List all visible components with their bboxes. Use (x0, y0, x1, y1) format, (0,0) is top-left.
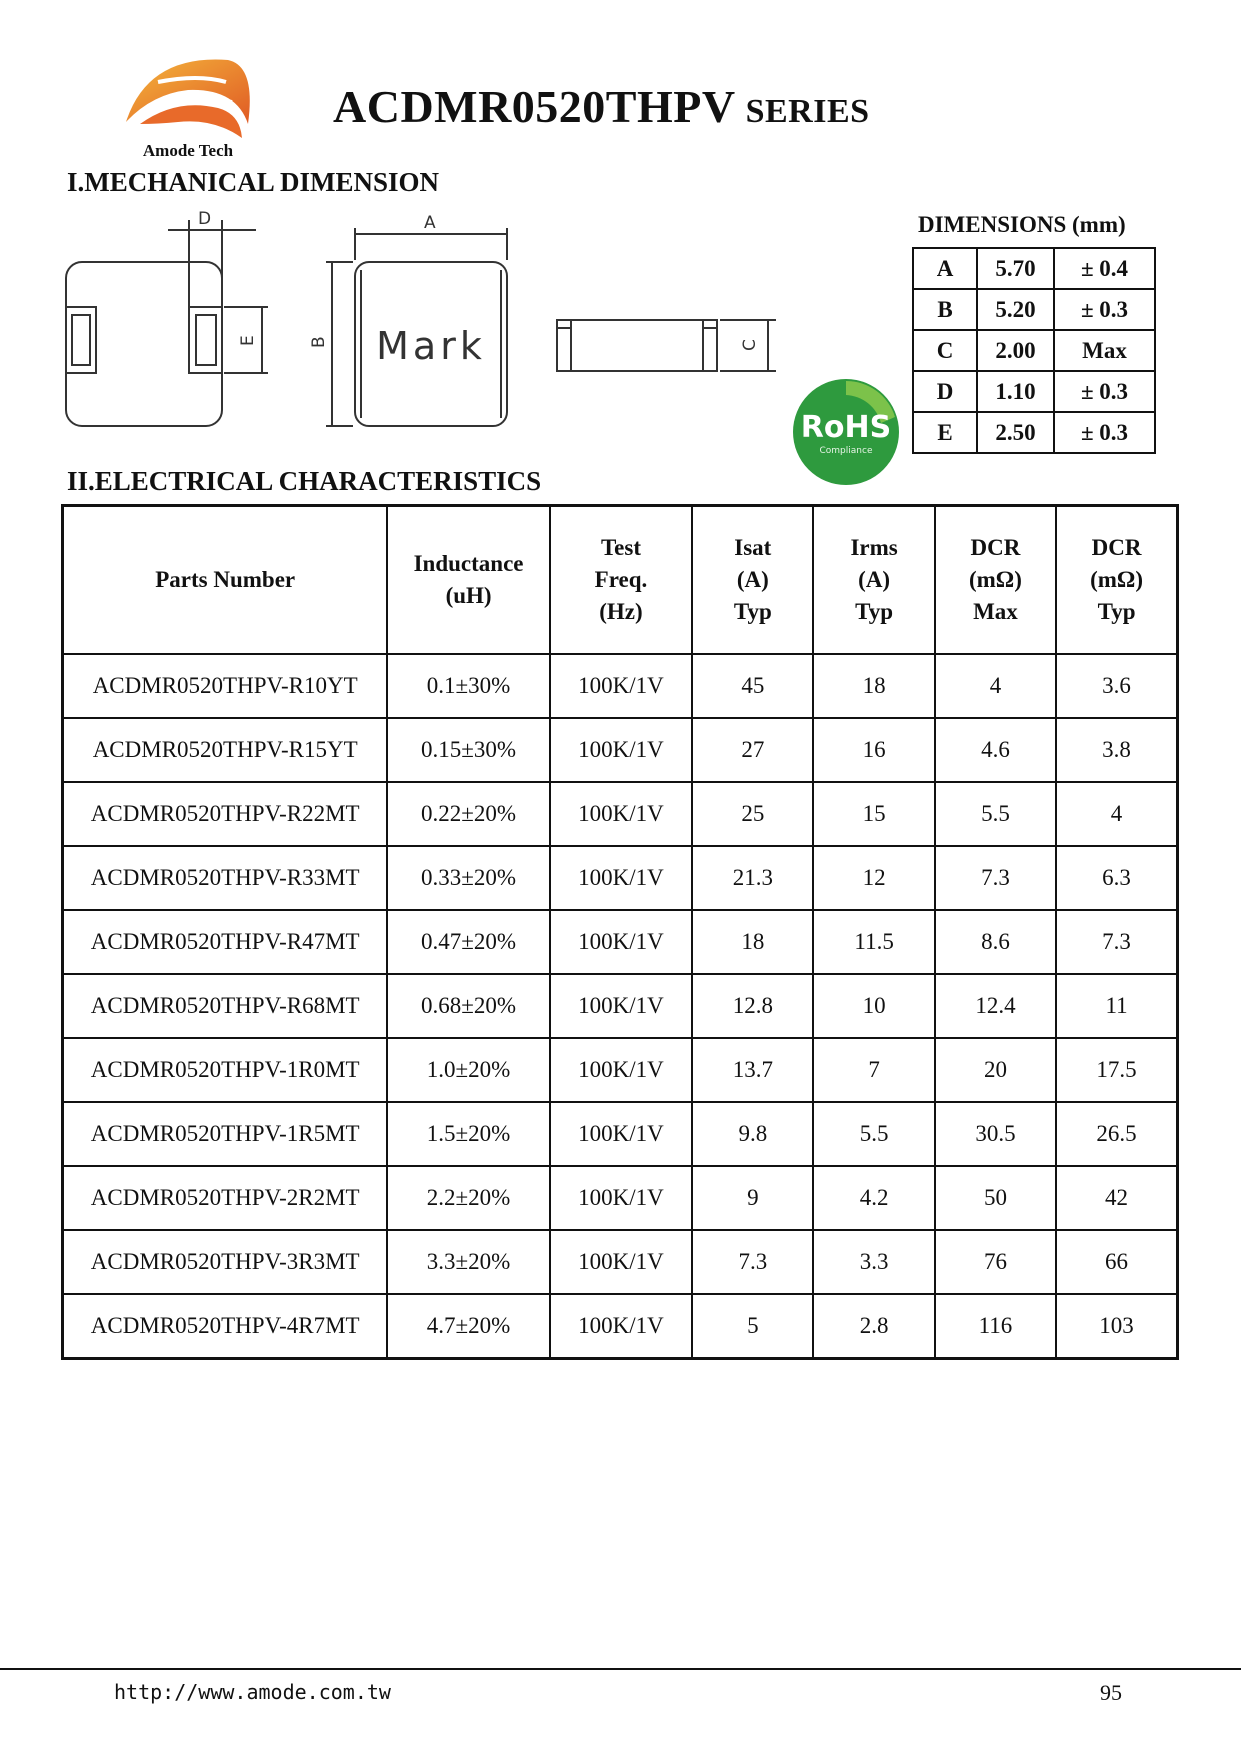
dcr-typ-cell: 3.6 (1056, 654, 1177, 718)
table-header-row (63, 506, 1178, 655)
isat-cell: 18 (692, 910, 813, 974)
irms-cell: 2.8 (813, 1294, 934, 1359)
page-title (333, 80, 870, 133)
mark-text: Mark (376, 324, 486, 368)
bottom-view-pad-right (189, 307, 222, 373)
dimension-label: B (913, 289, 977, 330)
irms-cell: 4.2 (813, 1166, 934, 1230)
inductance-cell: 3.3±20% (387, 1230, 549, 1294)
footer-url: http://www.amode.com.tw (114, 1680, 391, 1704)
column-header (63, 506, 388, 655)
test-freq-cell: 100K/1V (550, 910, 692, 974)
table-row (63, 1038, 1178, 1102)
series-model: ACDMR0520THPV (333, 81, 736, 132)
dim-label-d: D (198, 210, 212, 229)
column-header (387, 506, 549, 655)
inductance-cell: 0.33±20% (387, 846, 549, 910)
dimension-value: 2.50 (977, 412, 1054, 453)
logo-text: Amode Tech (142, 141, 234, 160)
dcr-typ-cell: 4 (1056, 782, 1177, 846)
dcr-max-cell: 116 (935, 1294, 1056, 1359)
dcr-max-cell: 20 (935, 1038, 1056, 1102)
dcr-max-cell: 50 (935, 1166, 1056, 1230)
part-number-cell: ACDMR0520THPV-R68MT (63, 974, 388, 1038)
column-header-line: Typ (855, 599, 894, 624)
test-freq-cell: 100K/1V (550, 1038, 692, 1102)
dimension-value: 1.10 (977, 371, 1054, 412)
column-header-line: Parts Number (155, 567, 296, 592)
part-number-cell: ACDMR0520THPV-1R5MT (63, 1102, 388, 1166)
series-label: SERIES (745, 93, 870, 130)
isat-cell: 25 (692, 782, 813, 846)
isat-cell: 5 (692, 1294, 813, 1359)
inductance-cell: 2.2±20% (387, 1166, 549, 1230)
dcr-max-cell: 7.3 (935, 846, 1056, 910)
dimension-label: E (913, 412, 977, 453)
inductance-cell: 0.47±20% (387, 910, 549, 974)
electrical-heading: II.ELECTRICAL CHARACTERISTICS (67, 466, 542, 496)
dcr-typ-cell: 17.5 (1056, 1038, 1177, 1102)
page-number: 95 (1100, 1680, 1122, 1705)
dimension-row (913, 371, 1155, 412)
test-freq-cell: 100K/1V (550, 782, 692, 846)
bottom-view-pad-right-inner (196, 315, 216, 365)
dimension-tolerance: Max (1054, 330, 1155, 371)
test-freq-cell: 100K/1V (550, 654, 692, 718)
test-freq-cell: 100K/1V (550, 846, 692, 910)
dimension-value: 5.70 (977, 248, 1054, 289)
table-row (63, 1102, 1178, 1166)
irms-cell: 10 (813, 974, 934, 1038)
part-number-cell: ACDMR0520THPV-R10YT (63, 654, 388, 718)
rohs-sublabel: Compliance (819, 446, 873, 456)
isat-cell: 12.8 (692, 974, 813, 1038)
column-header (1056, 506, 1177, 655)
inductance-cell: 0.22±20% (387, 782, 549, 846)
dimension-label: A (913, 248, 977, 289)
irms-cell: 3.3 (813, 1230, 934, 1294)
part-number-cell: ACDMR0520THPV-4R7MT (63, 1294, 388, 1359)
table-row (63, 718, 1178, 782)
test-freq-cell: 100K/1V (550, 1230, 692, 1294)
inductance-cell: 1.0±20% (387, 1038, 549, 1102)
irms-cell: 16 (813, 718, 934, 782)
isat-cell: 27 (692, 718, 813, 782)
column-header-line: DCR (1091, 535, 1142, 560)
dimension-label: C (913, 330, 977, 371)
dimension-row (913, 248, 1155, 289)
irms-cell: 7 (813, 1038, 934, 1102)
test-freq-cell: 100K/1V (550, 1294, 692, 1359)
column-header-line: Irms (850, 535, 898, 560)
irms-cell: 15 (813, 782, 934, 846)
dim-label-a: A (424, 213, 436, 233)
bottom-view-pad-left (66, 307, 96, 373)
column-header-line: Freq. (594, 567, 648, 592)
table-row (63, 846, 1178, 910)
isat-cell: 9.8 (692, 1102, 813, 1166)
dim-label-e: E (238, 335, 258, 346)
dimensions-table (912, 247, 1156, 454)
dcr-max-cell: 5.5 (935, 782, 1056, 846)
part-number-cell: ACDMR0520THPV-R22MT (63, 782, 388, 846)
inductance-cell: 0.15±30% (387, 718, 549, 782)
isat-cell: 45 (692, 654, 813, 718)
dimension-row (913, 412, 1155, 453)
dimension-tolerance: ± 0.4 (1054, 248, 1155, 289)
isat-cell: 21.3 (692, 846, 813, 910)
column-header-line: (uH) (445, 583, 492, 608)
column-header-line: (A) (858, 567, 891, 592)
dcr-typ-cell: 6.3 (1056, 846, 1177, 910)
electrical-table (61, 504, 1179, 1360)
dcr-max-cell: 76 (935, 1230, 1056, 1294)
irms-cell: 18 (813, 654, 934, 718)
dimension-value: 2.00 (977, 330, 1054, 371)
part-number-cell: ACDMR0520THPV-R15YT (63, 718, 388, 782)
table-row (63, 974, 1178, 1038)
isat-cell: 7.3 (692, 1230, 813, 1294)
column-header-line: Max (973, 599, 1018, 624)
test-freq-cell: 100K/1V (550, 1102, 692, 1166)
dimension-label: D (913, 371, 977, 412)
dimension-value: 5.20 (977, 289, 1054, 330)
dcr-typ-cell: 42 (1056, 1166, 1177, 1230)
isat-cell: 13.7 (692, 1038, 813, 1102)
inductance-cell: 0.1±30% (387, 654, 549, 718)
column-header-line: (mΩ) (1090, 567, 1143, 592)
column-header-line: Isat (734, 535, 772, 560)
dcr-typ-cell: 7.3 (1056, 910, 1177, 974)
mechanical-heading: I.MECHANICAL DIMENSION (67, 167, 440, 197)
dcr-max-cell: 12.4 (935, 974, 1056, 1038)
dim-label-b: B (309, 336, 329, 348)
column-header-line: DCR (970, 535, 1021, 560)
sun-swoosh-icon (118, 52, 258, 147)
dcr-typ-cell: 103 (1056, 1294, 1177, 1359)
dcr-max-cell: 30.5 (935, 1102, 1056, 1166)
dcr-typ-cell: 26.5 (1056, 1102, 1177, 1166)
side-view-outline (557, 320, 717, 371)
part-number-cell: ACDMR0520THPV-R33MT (63, 846, 388, 910)
dimension-tolerance: ± 0.3 (1054, 412, 1155, 453)
dcr-max-cell: 4 (935, 654, 1056, 718)
footer-divider (0, 1668, 1241, 1670)
dimension-tolerance: ± 0.3 (1054, 289, 1155, 330)
inductance-cell: 1.5±20% (387, 1102, 549, 1166)
table-row (63, 910, 1178, 974)
column-header-line: Typ (1097, 599, 1136, 624)
dimensions-title: DIMENSIONS (mm) (918, 212, 1126, 237)
irms-cell: 11.5 (813, 910, 934, 974)
test-freq-cell: 100K/1V (550, 974, 692, 1038)
bottom-view-pad-left-inner (72, 315, 90, 365)
inductance-cell: 4.7±20% (387, 1294, 549, 1359)
part-number-cell: ACDMR0520THPV-3R3MT (63, 1230, 388, 1294)
table-row (63, 1230, 1178, 1294)
dimension-tolerance: ± 0.3 (1054, 371, 1155, 412)
table-row (63, 782, 1178, 846)
dcr-typ-cell: 3.8 (1056, 718, 1177, 782)
rohs-label: RoHS (800, 410, 892, 445)
column-header (550, 506, 692, 655)
dim-label-c: C (740, 339, 760, 351)
column-header-line: (Hz) (599, 599, 643, 624)
dcr-max-cell: 4.6 (935, 718, 1056, 782)
test-freq-cell: 100K/1V (550, 1166, 692, 1230)
part-number-cell: ACDMR0520THPV-1R0MT (63, 1038, 388, 1102)
column-header (692, 506, 813, 655)
table-row (63, 1166, 1178, 1230)
isat-cell: 9 (692, 1166, 813, 1230)
inductance-cell: 0.68±20% (387, 974, 549, 1038)
column-header-line: Test (600, 535, 641, 560)
dcr-typ-cell: 11 (1056, 974, 1177, 1038)
column-header-line: Inductance (413, 551, 524, 576)
rohs-badge (791, 377, 901, 487)
part-number-cell: ACDMR0520THPV-2R2MT (63, 1166, 388, 1230)
test-freq-cell: 100K/1V (550, 718, 692, 782)
table-row (63, 1294, 1178, 1359)
table-row (63, 654, 1178, 718)
dcr-typ-cell: 66 (1056, 1230, 1177, 1294)
dimension-row (913, 289, 1155, 330)
column-header (813, 506, 934, 655)
column-header-line: Typ (733, 599, 772, 624)
irms-cell: 5.5 (813, 1102, 934, 1166)
irms-cell: 12 (813, 846, 934, 910)
dimension-row (913, 330, 1155, 371)
column-header (935, 506, 1056, 655)
column-header-line: (mΩ) (968, 567, 1022, 592)
column-header-line: (A) (736, 567, 769, 592)
part-number-cell: ACDMR0520THPV-R47MT (63, 910, 388, 974)
mechanical-drawing (60, 210, 780, 440)
dcr-max-cell: 8.6 (935, 910, 1056, 974)
